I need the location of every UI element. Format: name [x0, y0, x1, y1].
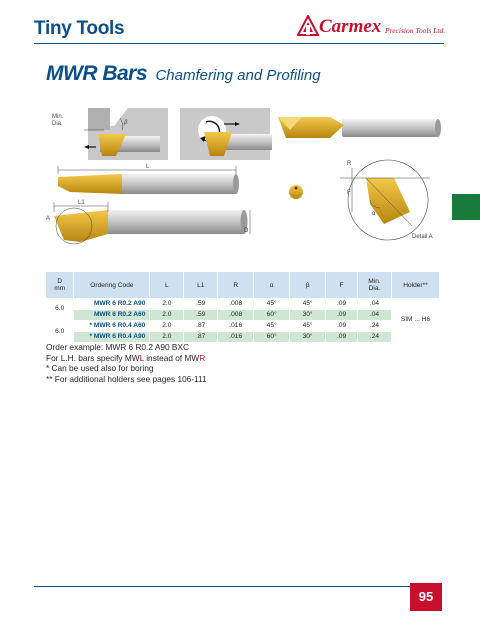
ordering-code: MWR 6 R0.2 A60: [74, 309, 150, 320]
spec-table: [46, 272, 440, 343]
note-order-example: Order example: MWR 6 R0.2 A90 BXC: [46, 342, 189, 352]
section-title: [46, 62, 321, 86]
figure-bar-length: [58, 166, 239, 194]
cell-alpha: 45°: [254, 320, 290, 331]
cell-alpha: 60°: [254, 309, 290, 320]
section-side-tab: [452, 194, 480, 220]
cell-beta: 45°: [290, 320, 326, 331]
cell-min-dia: .04: [358, 309, 392, 320]
cell-l: 2.0: [150, 331, 184, 342]
col-code: Ordering Code: [74, 272, 150, 298]
label-F: F: [347, 190, 351, 196]
cell-beta: 45°: [290, 298, 326, 309]
figure-chamfer-bore: [84, 108, 168, 160]
cell-min-dia: .24: [358, 320, 392, 331]
spec-table-header: [46, 272, 440, 298]
col-l1: L1: [184, 272, 218, 298]
cell-l: 2.0: [150, 320, 184, 331]
cell-min-dia: .24: [358, 331, 392, 342]
cell-min-dia: .04: [358, 298, 392, 309]
carmex-logo-icon: [297, 15, 319, 39]
cell-r: .008: [218, 298, 254, 309]
cell-l1: .59: [184, 298, 218, 309]
cell-beta: 30°: [290, 331, 326, 342]
cell-r: .008: [218, 309, 254, 320]
section-title-sub: Chamfering and Profiling: [155, 67, 321, 84]
carmex-logo: [297, 15, 447, 43]
figure-detail-a: [340, 160, 430, 240]
d-group-cell: 6.0: [46, 320, 74, 342]
d-group-cell: 6.0: [46, 298, 74, 320]
label-D: D: [244, 228, 249, 234]
note-lh-bars: For L.H. bars specify MWL instead of MWR: [46, 352, 206, 363]
col-holder: Holder**: [391, 272, 439, 298]
cell-f: .09: [326, 309, 358, 320]
label-beta: β: [124, 120, 128, 126]
label-min-dia: Min.: [52, 114, 64, 120]
col-r: R: [218, 272, 254, 298]
col-alpha: α: [254, 272, 290, 298]
label-A: A: [46, 216, 51, 222]
cell-l1: .87: [184, 320, 218, 331]
cell-l: 2.0: [150, 298, 184, 309]
col-d: D mm: [46, 272, 74, 298]
figure-bar-L1-D: [54, 202, 250, 244]
header-divider: [34, 43, 444, 44]
cell-l: 2.0: [150, 309, 184, 320]
note-boring: * Can be used also for boring: [46, 363, 154, 374]
figure-bar-top: [278, 117, 441, 138]
cell-l1: .87: [184, 331, 218, 342]
label-L: L: [146, 164, 150, 170]
holder-cell: SIM ... H6: [391, 298, 439, 342]
page-number: 95: [410, 583, 442, 611]
cell-alpha: 60°: [254, 331, 290, 342]
ordering-code: MWR 6 R0.2 A90: [74, 298, 150, 309]
cell-f: .09: [326, 331, 358, 342]
cell-r: .016: [218, 331, 254, 342]
table-row: [46, 331, 440, 342]
col-f: F: [326, 272, 358, 298]
tool-diagram: [40, 100, 450, 265]
section-title-main: MWR Bars: [46, 62, 148, 85]
brand-subtitle: Precision Tools Ltd.: [385, 26, 446, 35]
cell-alpha: 45°: [254, 298, 290, 309]
cell-f: .09: [326, 298, 358, 309]
page-header-title: Tiny Tools: [34, 18, 125, 39]
technical-drawing: [40, 100, 450, 265]
ordering-code: * MWR 6 R0.4 A60: [74, 320, 150, 331]
table-row: [46, 298, 440, 309]
cell-f: .09: [326, 320, 358, 331]
ordering-code: * MWR 6 R0.4 A90: [74, 331, 150, 342]
col-min-dia: Min. Dia.: [358, 272, 392, 298]
label-detail-a: Detail A: [412, 234, 433, 240]
label-R: R: [347, 161, 352, 167]
label-alpha: α: [372, 211, 376, 217]
footer-divider: [34, 586, 410, 587]
cell-r: .016: [218, 320, 254, 331]
label-L1: L1: [78, 200, 85, 206]
cell-l1: .59: [184, 309, 218, 320]
col-beta: β: [290, 272, 326, 298]
col-l: L: [150, 272, 184, 298]
cell-beta: 30°: [290, 309, 326, 320]
note-holders: ** For additional holders see pages 106-111: [46, 373, 207, 384]
brand-name: Carmex: [319, 16, 382, 37]
figure-profile-bore: [180, 108, 272, 160]
label-min-dia-2: Dia.: [52, 121, 63, 127]
table-row: [46, 309, 440, 320]
table-row: [46, 320, 440, 331]
order-notes: [46, 342, 207, 384]
